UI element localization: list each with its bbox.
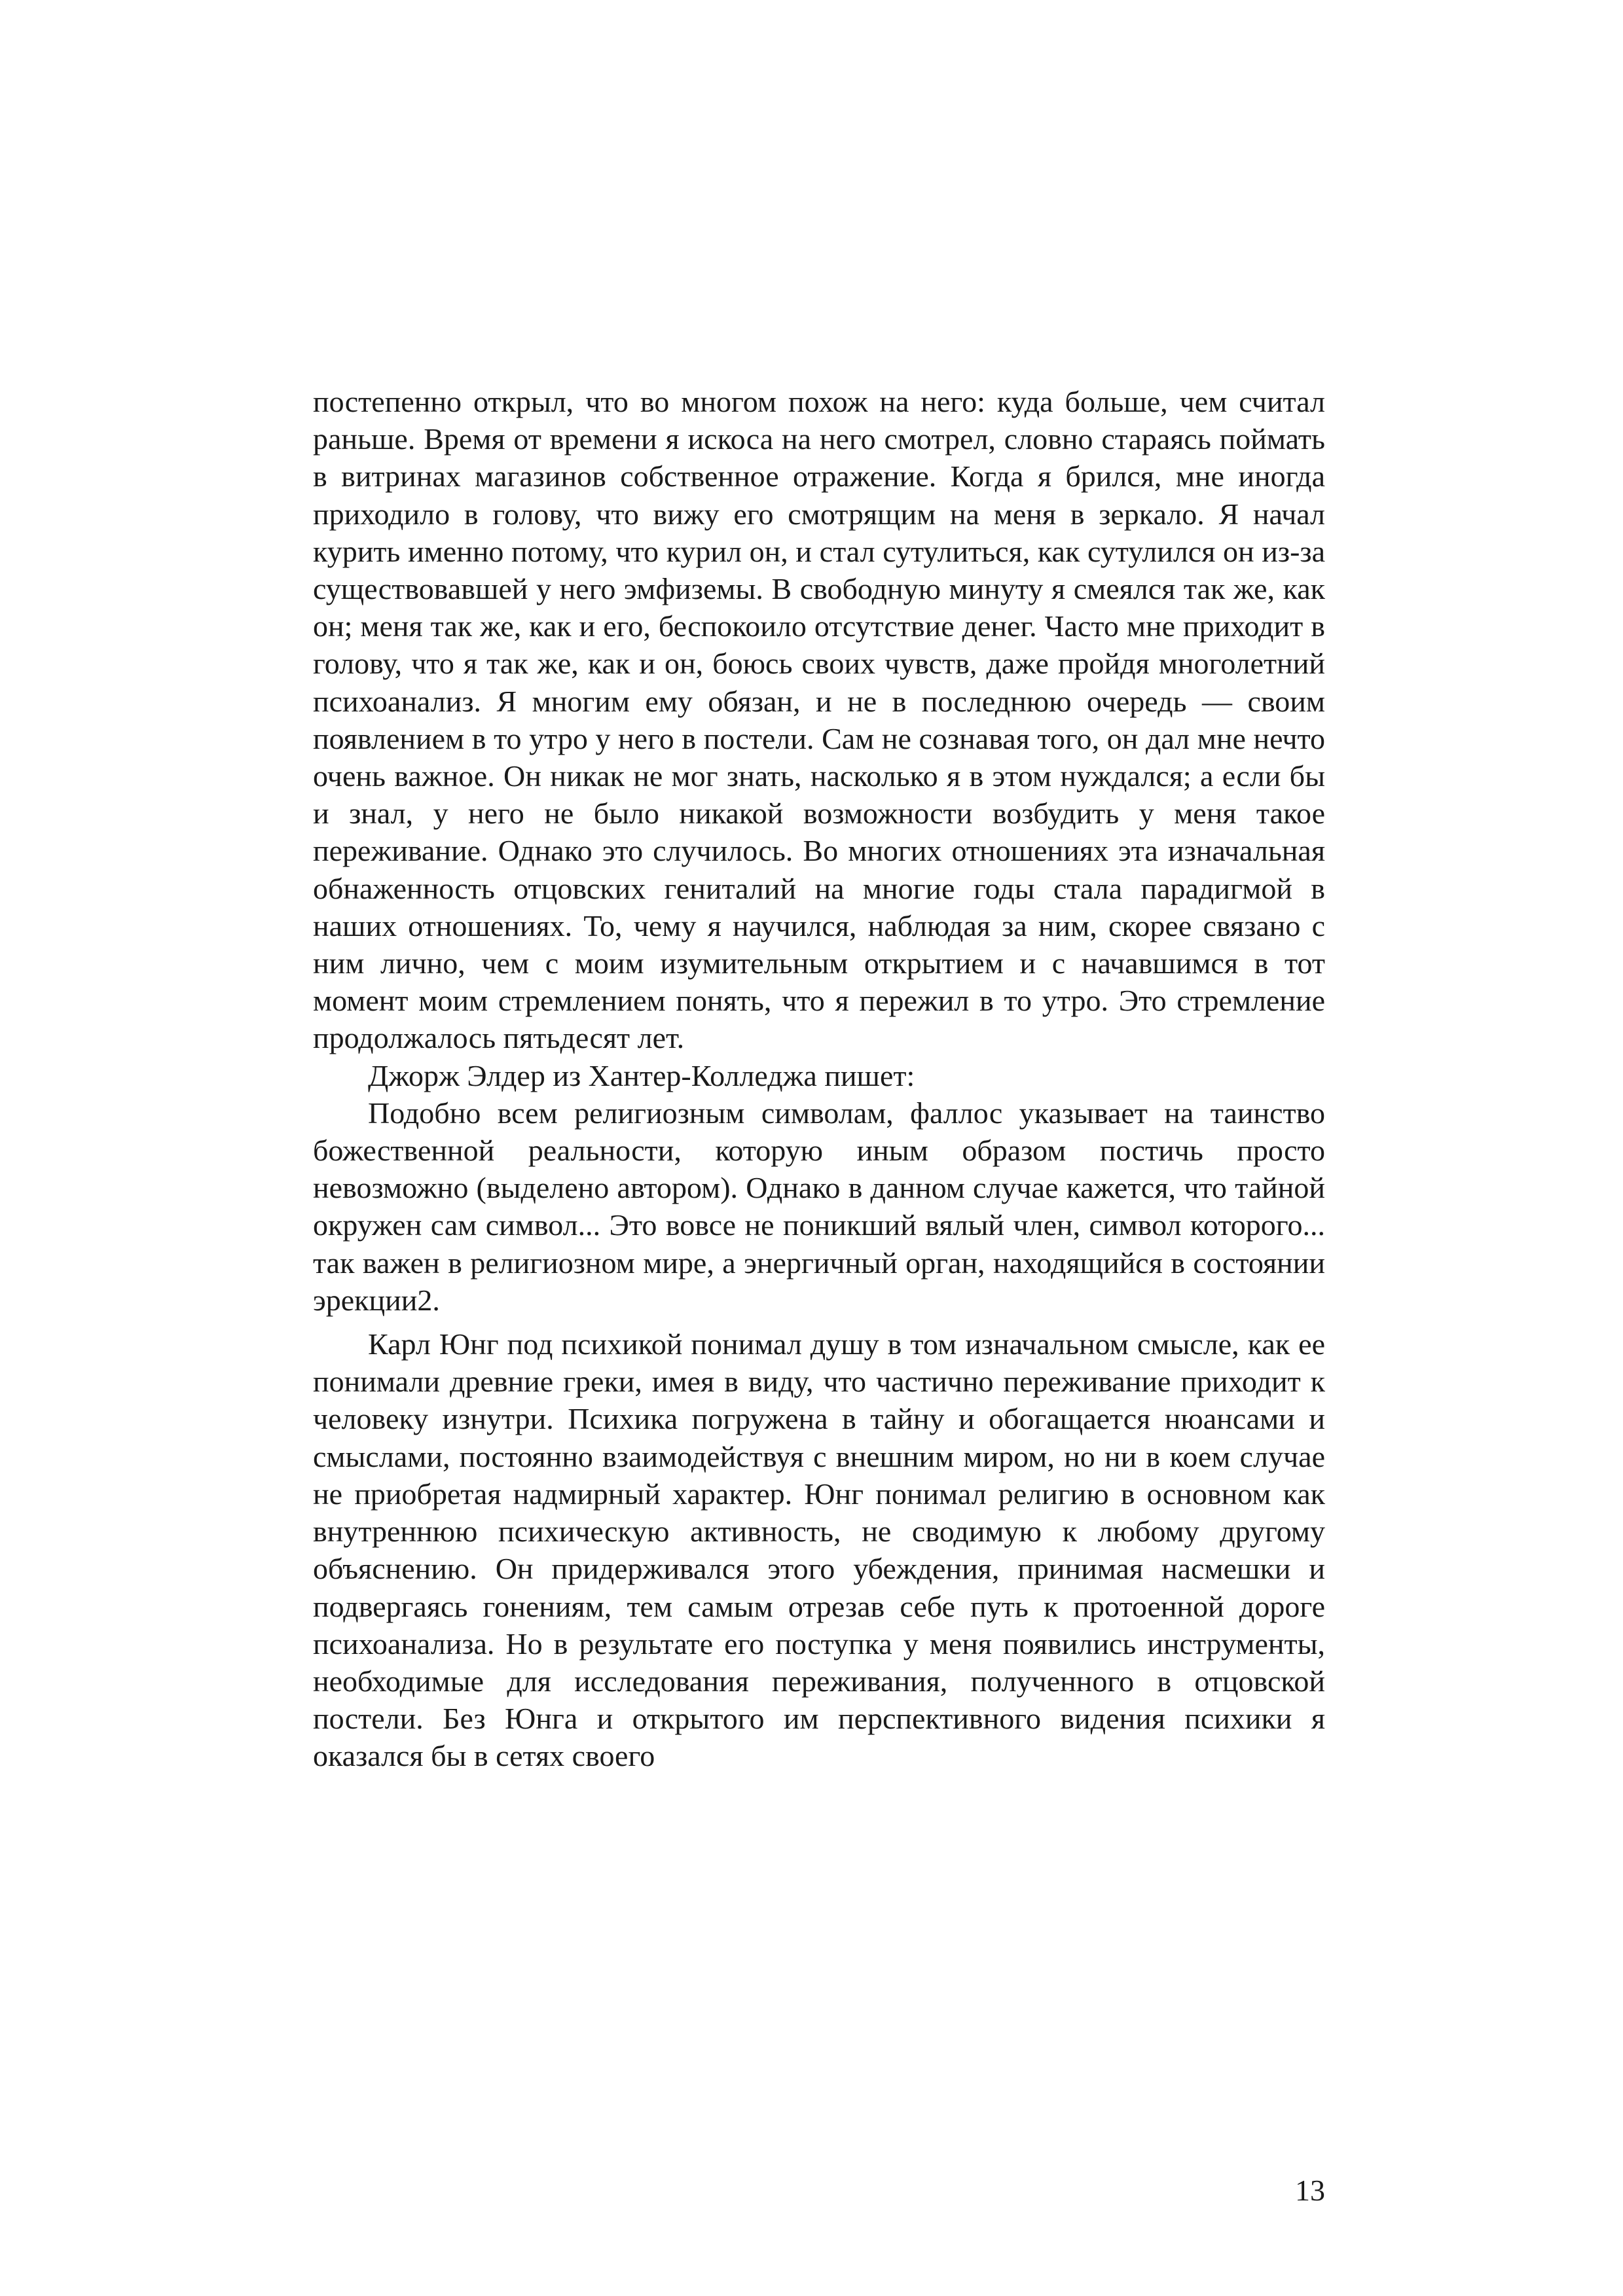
page-number: 13 (1295, 2174, 1325, 2207)
paragraph-jung: Карл Юнг под психикой понимал душу в том изначальном смысле, как ее понимали древние греки, имея в виду, что частично переживание приходит к человеку изнутри. Психика погружена в тайну и обогащается нюансами и смыслами, постоянно взаимодействуя с внешним миром, но ни в коем случае не приобретая надмирный характер. Юнг понимал религию в основном как внутреннюю психическую активность, не сводимую к любому другому объяснению. Он придерживался этого убеждения, принимая насмешки и подвергаясь гонениям, тем самым отрезав себе путь к протоенной дороге психоанализа. Но в результате его поступка у меня появились инструменты, необходимые для исследования переживания, полученного в отцовской постели. Без Юнга и открытого им перспективного видения психики я оказался бы в сетях своего (313, 1327, 1325, 1773)
paragraph-quote-intro: Джорж Элдер из Хантер-Колледжа пишет: (368, 1058, 915, 1092)
paragraph-quotation: Подобно всем религиозным символам, фаллос указывает на таинство божественной реальности, которую иным образом постичь просто невозможно (выделено автором). Однако в данном случае кажется, что тайной окружен сам символ... Это вовсе не поникший вялый член, символ которого... так важен в религиозном мире, а энергичный орган, находящийся в состоянии эрекции2. (313, 1096, 1325, 1317)
paragraph-continuation: постепенно открыл, что во многом похож на него: куда больше, чем считал раньше. Время от времени я искоса на него смотрел, словно стараясь поймать в витринах магазинов собственное отражение. Когда я брился, мне иногда приходило в голову, что вижу его смотрящим на меня в зеркало. Я начал курить именно потому, что курил он, и стал сутулиться, как сутулился он из-за существовавшей у него эмфиземы. В свободную минуту я смеялся так же, как он; меня так же, как и его, беспокоило отсутствие денег. Часто мне приходит в голову, что я так же, как и он, боюсь своих чувств, даже пройдя многолетний психоанализ. Я многим ему обязан, и не в последнюю очередь — своим появлением в то утро у него в постели. Сам не сознавая того, он дал мне нечто очень важное. Он никак не мог знать, насколько я в этом нуждался; а если бы и знал, у него не было никакой возможности возбудить у меня такое переживание. Однако это случилось. Во многих отношениях эта изначальная обнаженность отцовских гениталий на многие годы стала парадигмой в наших отношениях. То, чему я научился, наблюдая за ним, скорее связано с ним лично, чем с моим изумительным открытием и с начавшимся в тот момент моим стремлением понять, что я пережил в то утро. Это стремление продолжалось пятьдесят лет. (313, 385, 1325, 1055)
body-text (313, 383, 1325, 1775)
